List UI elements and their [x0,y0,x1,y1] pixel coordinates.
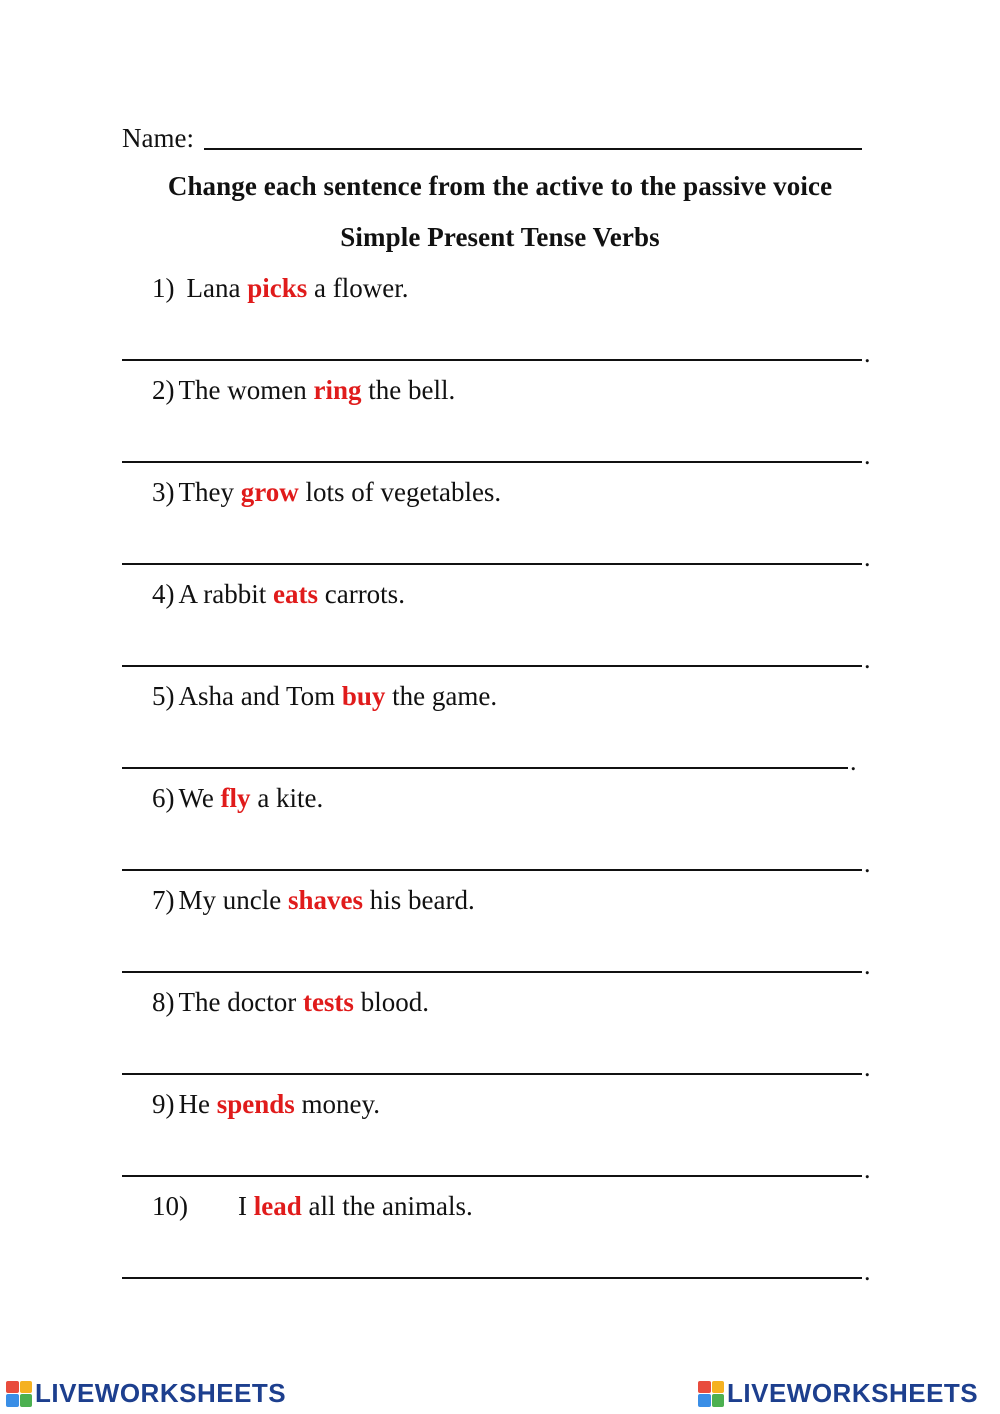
answer-line-5[interactable] [122,739,857,776]
question-10 [152,1191,473,1222]
highlighted-verb: grow [240,477,299,507]
question-text-before: Asha and Tom [178,681,336,711]
question-text-before: We [178,783,214,813]
question-text-after: the game. [392,681,498,711]
question-text-after: the bell. [368,375,456,405]
question-8 [152,987,429,1018]
question-text-before: A rabbit [178,579,267,609]
answer-input[interactable] [122,635,862,667]
name-label: Name: [122,123,194,153]
footer-brand-text: LIVEWORKSHEETS [35,1378,287,1408]
question-text-after: a flower. [314,273,409,303]
answer-input[interactable] [122,941,862,973]
question-text-before: The doctor [178,987,297,1017]
answer-line-2[interactable] [122,433,871,470]
question-text-before: He [178,1089,210,1119]
highlighted-verb: fly [220,783,251,813]
answer-input[interactable] [122,737,848,769]
answer-line-7[interactable] [122,943,871,980]
answer-input[interactable] [122,533,862,565]
answer-period: . [864,849,871,878]
question-number: 5) [152,681,175,711]
question-1 [152,273,408,304]
question-7 [152,885,475,916]
answer-line-6[interactable] [122,841,871,878]
answer-line-3[interactable] [122,535,871,572]
question-2 [152,375,455,406]
highlighted-verb: picks [247,273,308,303]
highlighted-verb: ring [313,375,362,405]
answer-period: . [864,1155,871,1184]
question-number: 10) [152,1191,188,1221]
highlighted-verb: spends [216,1089,295,1119]
highlighted-verb: buy [341,681,386,711]
question-4 [152,579,405,610]
footer-brand-text: LIVEWORKSHEETS [727,1378,979,1408]
worksheet-title: Change each sentence from the active to the passive voice [167,171,833,201]
question-number: 9) [152,1089,175,1119]
liveworksheets-logo-icon [6,1381,32,1407]
answer-period: . [864,1257,871,1286]
liveworksheets-logo-icon [698,1381,724,1407]
answer-period: . [864,1053,871,1082]
highlighted-verb: lead [253,1191,302,1221]
answer-line-8[interactable] [122,1045,871,1082]
highlighted-verb: eats [273,579,318,609]
question-text-after: his beard. [369,885,475,915]
question-9 [152,1089,380,1120]
question-text-after: lots of vegetables. [305,477,502,507]
question-3 [152,477,501,508]
highlighted-verb: shaves [287,885,363,915]
answer-period: . [864,441,871,470]
answer-line-9[interactable] [122,1147,871,1184]
answer-period: . [864,645,871,674]
question-number: 3) [152,477,175,507]
question-number: 2) [152,375,175,405]
answer-line-4[interactable] [122,637,871,674]
worksheet-subtitle: Simple Present Tense Verbs [340,222,660,252]
question-text-after: a kite. [257,783,324,813]
answer-input[interactable] [122,329,862,361]
question-text-before: My uncle [178,885,282,915]
answer-line-1[interactable] [122,331,871,368]
question-number: 4) [152,579,175,609]
question-text-before: Lana [186,273,241,303]
question-text-after: money. [301,1089,381,1119]
question-text-after: carrots. [324,579,405,609]
answer-period: . [864,951,871,980]
question-number: 7) [152,885,175,915]
highlighted-verb: tests [302,987,354,1017]
footer-brand-left [6,1378,286,1409]
answer-line-10[interactable] [122,1249,871,1286]
answer-period: . [864,339,871,368]
answer-input[interactable] [122,431,862,463]
answer-input[interactable] [122,1043,862,1075]
question-text-before: The women [178,375,307,405]
question-text-before: They [178,477,234,507]
question-number: 8) [152,987,175,1017]
question-text-after: all the animals. [308,1191,473,1221]
footer-brand-right [698,1378,978,1409]
name-field[interactable] [204,148,862,150]
answer-period: . [850,747,857,776]
question-number: 1) [152,273,175,303]
answer-input[interactable] [122,1247,862,1279]
question-text-before: I [238,1191,247,1221]
question-number: 6) [152,783,175,813]
question-text-after: blood. [360,987,429,1017]
answer-period: . [864,543,871,572]
question-6 [152,783,323,814]
name-row [122,118,862,154]
answer-input[interactable] [122,1145,862,1177]
question-5 [152,681,497,712]
answer-input[interactable] [122,839,862,871]
